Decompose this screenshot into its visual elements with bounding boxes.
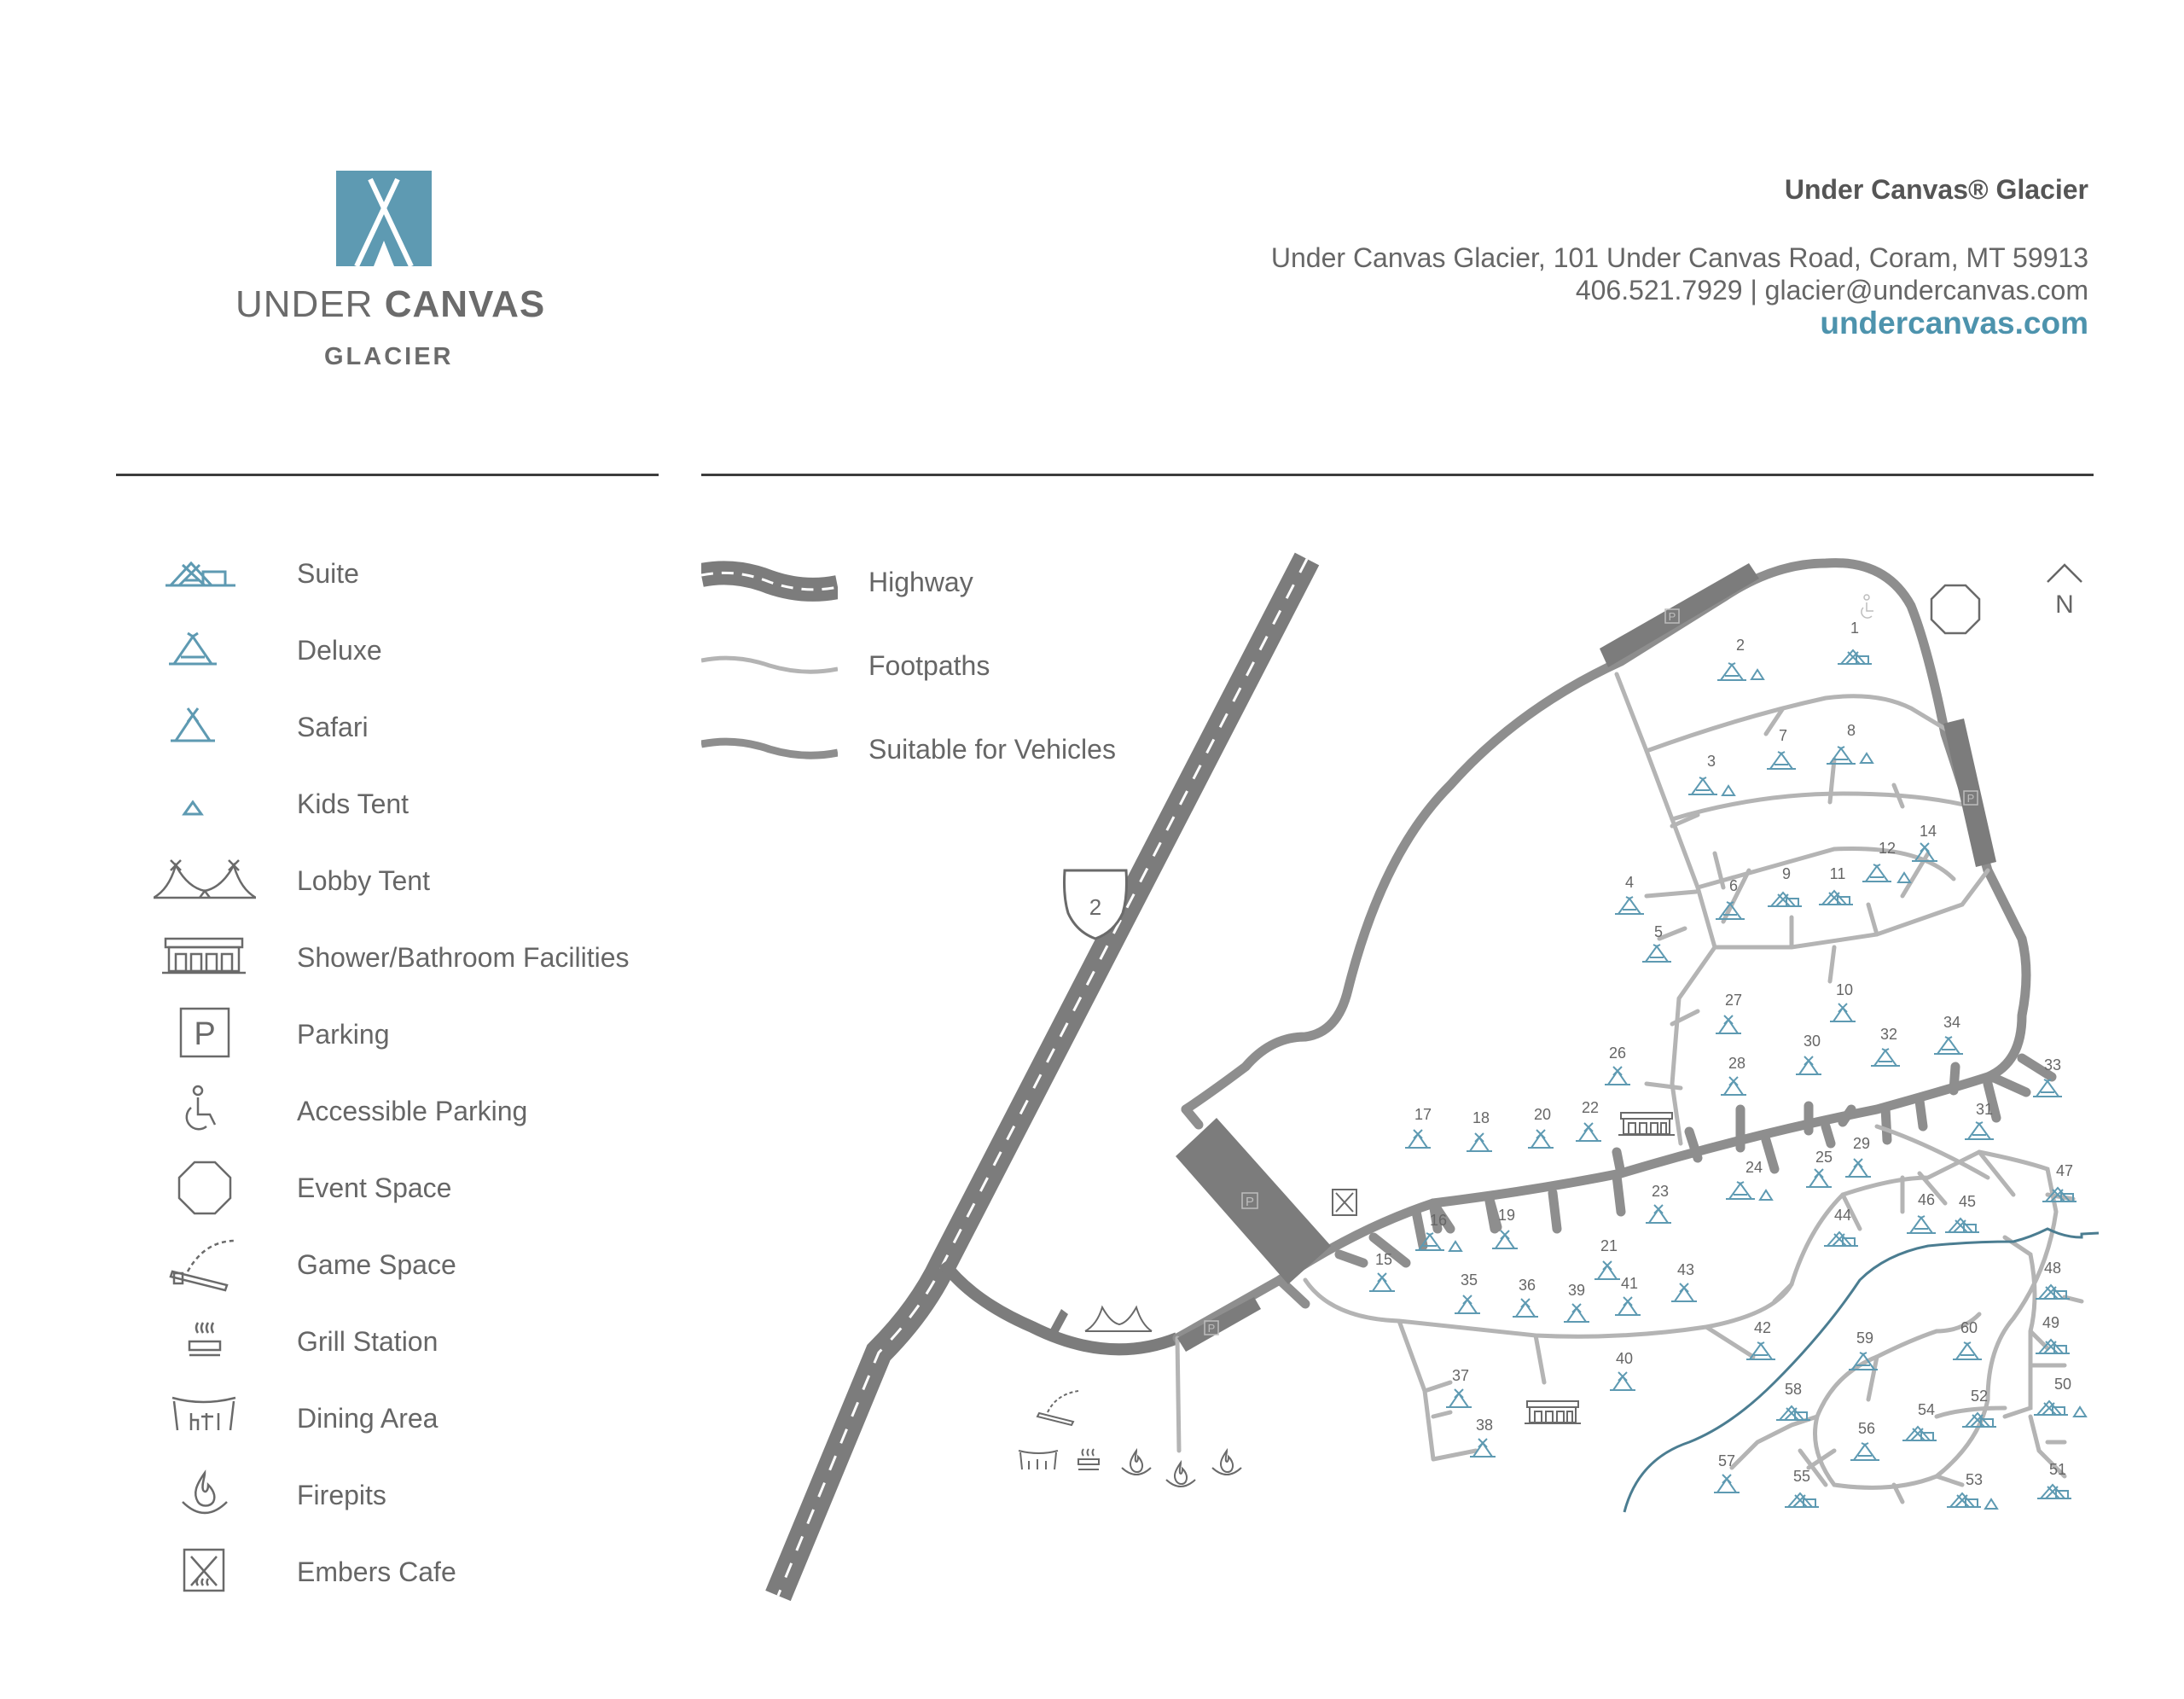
highway-number: 2 (1089, 894, 1102, 920)
legend-divider (116, 474, 659, 476)
under-canvas-logo-icon (336, 171, 432, 266)
svg-text:7: 7 (1778, 727, 1788, 744)
svg-text:49: 49 (2042, 1314, 2060, 1331)
safari-tent-icon (1845, 1159, 1871, 1177)
legend-item-lobby-tent (154, 853, 665, 908)
suite-tent-icon (1902, 1427, 1937, 1440)
svg-text:22: 22 (1581, 1099, 1600, 1116)
svg-text:17: 17 (1414, 1106, 1432, 1123)
legend-label: Accessible Parking (297, 1096, 528, 1126)
road-legend-label: Highway (868, 567, 973, 597)
parking-markers (1205, 609, 1978, 1335)
legend-label: Parking (297, 1019, 390, 1050)
contact-block (1271, 174, 2088, 340)
game-space-icon (154, 1237, 256, 1292)
safari-tent-icon (1721, 1077, 1746, 1095)
svg-text:38: 38 (1475, 1417, 1494, 1434)
contact-title: Under Canvas® Glacier (1784, 174, 2088, 205)
dining-icon (1019, 1451, 1058, 1469)
svg-text:50: 50 (2053, 1376, 2072, 1393)
svg-text:29: 29 (1852, 1135, 1871, 1152)
accessible-parking-icon (154, 1084, 256, 1138)
legend-item-safari (154, 700, 665, 754)
svg-text:27: 27 (1724, 992, 1743, 1009)
svg-text:34: 34 (1943, 1014, 1961, 1031)
firepit-icon (1166, 1463, 1195, 1487)
svg-text:12: 12 (1878, 840, 1896, 857)
svg-text:15: 15 (1374, 1251, 1393, 1268)
svg-text:6: 6 (1728, 877, 1739, 894)
svg-text:31: 31 (1975, 1101, 1994, 1118)
kids-tent-icon (1861, 753, 1873, 763)
safari-tent-icon (1405, 1130, 1431, 1148)
lobby-tent-icon (154, 853, 256, 908)
legend-item-shower (154, 930, 665, 985)
parking-marker-letter: P (1245, 1195, 1255, 1209)
svg-text:53: 53 (1965, 1471, 1984, 1488)
safari-tent-icon (1714, 1475, 1740, 1492)
legend-item-embers-cafe (154, 1545, 665, 1599)
svg-text:28: 28 (1728, 1055, 1746, 1072)
north-arrow-icon (2048, 565, 2082, 619)
svg-text:3: 3 (1706, 753, 1716, 770)
svg-text:24: 24 (1745, 1159, 1763, 1176)
kids-tent-icon (1449, 1242, 1461, 1251)
parking-lot (1177, 1297, 1261, 1352)
svg-text:48: 48 (2043, 1260, 2062, 1277)
svg-text:40: 40 (1615, 1350, 1634, 1367)
suite-tent-icon (154, 546, 256, 601)
deluxe-tent-icon (1871, 1049, 1900, 1066)
svg-text:39: 39 (1567, 1282, 1586, 1299)
suite-tent-icon (1768, 893, 1802, 906)
dining-icon (154, 1391, 256, 1446)
firepit-icon (1122, 1451, 1151, 1475)
legend-label: Lobby Tent (297, 865, 430, 896)
legend-label: Grill Station (297, 1326, 439, 1357)
parking-marker-letter: P (1966, 792, 1975, 805)
legend-item-parking (154, 1007, 665, 1062)
legend-label: Shower/Bathroom Facilities (297, 942, 630, 973)
cafe-icon (1333, 1190, 1356, 1215)
legend-item-accessible-parking (154, 1084, 665, 1138)
shower-building-icon (1525, 1401, 1581, 1423)
svg-text:36: 36 (1518, 1277, 1536, 1294)
brand-location: GLACIER (324, 343, 454, 370)
svg-text:35: 35 (1460, 1271, 1478, 1289)
svg-text:43: 43 (1676, 1261, 1695, 1278)
svg-text:1: 1 (1850, 620, 1860, 637)
svg-text:19: 19 (1497, 1207, 1516, 1224)
suite-tent-icon (1945, 1219, 1979, 1232)
safari-tent-icon (1671, 1283, 1697, 1301)
deluxe-tent-icon (1746, 1342, 1775, 1359)
legend-item-grill-station (154, 1314, 665, 1369)
svg-text:21: 21 (1600, 1237, 1618, 1254)
svg-text:16: 16 (1429, 1212, 1448, 1229)
legend-item-dining-area (154, 1391, 665, 1446)
safari-tent-icon (1369, 1273, 1395, 1291)
contact-phone-email[interactable]: 406.521.7929 | glacier@undercanvas.com (1575, 275, 2088, 305)
svg-text:59: 59 (1856, 1330, 1874, 1347)
kids-tent-icon (1722, 786, 1734, 795)
safari-tent-icon (1716, 1015, 1741, 1033)
parking-marker-letter: P (1668, 610, 1676, 623)
kids-tent-icon (1760, 1190, 1772, 1200)
kids-tent-icon (154, 777, 256, 831)
kids-tent-icon (1751, 670, 1763, 679)
safari-tent-icon (1576, 1123, 1601, 1141)
legend-label: Game Space (297, 1249, 456, 1280)
firepit-icon (154, 1468, 256, 1522)
firepit-icon (1212, 1451, 1241, 1475)
svg-text:54: 54 (1917, 1401, 1936, 1418)
road-legend-label: Suitable for Vehicles (868, 734, 1116, 765)
brand-name-bold: CANVAS (384, 283, 546, 325)
legend-item-kids-tent (154, 777, 665, 831)
svg-text:45: 45 (1958, 1193, 1977, 1210)
kids-tent-icon (1985, 1499, 1997, 1509)
deluxe-tent-icon (1717, 663, 1746, 680)
brand-name-light: UNDER (235, 283, 385, 325)
svg-text:2: 2 (1735, 637, 1745, 654)
svg-text:60: 60 (1960, 1319, 1978, 1336)
shower-building-icon (1618, 1113, 1675, 1135)
accessible-parking-icon (1862, 595, 1873, 618)
safari-tent-icon (1513, 1299, 1538, 1317)
svg-text:37: 37 (1451, 1367, 1470, 1384)
suite-tent-icon (1785, 1493, 1819, 1507)
svg-text:32: 32 (1879, 1026, 1898, 1043)
deluxe-tent-icon (1767, 752, 1796, 769)
legend-item-event-space (154, 1161, 665, 1215)
svg-text:41: 41 (1620, 1275, 1639, 1292)
parking-icon-letter: P (194, 1016, 216, 1052)
safari-tent-icon (1528, 1130, 1554, 1148)
deluxe-tent-icon (1688, 777, 1717, 794)
deluxe-tent-icon (1827, 747, 1856, 764)
deluxe-tent-icon (154, 623, 256, 678)
kids-tent-icon (2074, 1407, 2086, 1417)
website-link[interactable]: undercanvas.com (1820, 305, 2088, 340)
legend-label: Embers Cafe (297, 1556, 456, 1587)
legend-item-suite (154, 546, 665, 601)
safari-tent-icon (1455, 1295, 1480, 1313)
legend-item-deluxe (154, 623, 665, 678)
suite-tent-icon (1947, 1493, 1981, 1507)
safari-tent-icon (1806, 1169, 1832, 1187)
suite-tent-icon (1838, 650, 1872, 664)
deluxe-tent-icon (1615, 897, 1644, 914)
svg-text:44: 44 (1833, 1207, 1852, 1224)
suite-tent-icon (1824, 1232, 1858, 1246)
svg-text:5: 5 (1653, 923, 1664, 940)
deluxe-tent-icon (2033, 1079, 2062, 1097)
safari-tent-icon (1470, 1439, 1496, 1457)
svg-text:20: 20 (1533, 1106, 1552, 1123)
deluxe-tent-icon (1965, 1122, 1994, 1139)
grill-icon (154, 1314, 256, 1369)
safari-tent-icon (1467, 1133, 1492, 1151)
svg-text:30: 30 (1803, 1033, 1821, 1050)
svg-text:4: 4 (1624, 874, 1635, 891)
svg-text:33: 33 (2043, 1056, 2062, 1074)
svg-text:42: 42 (1753, 1319, 1772, 1336)
deluxe-tent-icon (1642, 945, 1671, 962)
event-space-icon (1931, 585, 1979, 633)
parking-lots (1049, 563, 1996, 1352)
legend-label: Deluxe (297, 635, 382, 666)
parking-icon (154, 1007, 256, 1062)
safari-tent-icon (154, 700, 256, 754)
legend-item-game-space (154, 1237, 665, 1292)
svg-text:23: 23 (1651, 1183, 1670, 1200)
legend-item-firepits (154, 1468, 665, 1522)
octagon-icon (154, 1161, 256, 1215)
deluxe-tent-icon (1934, 1037, 1963, 1054)
game-space-icon (1037, 1391, 1078, 1425)
svg-text:46: 46 (1917, 1191, 1936, 1208)
legend-label: Kids Tent (297, 788, 410, 819)
legend-label: Event Space (297, 1172, 452, 1203)
parking-marker-letter: P (1207, 1322, 1216, 1335)
suite-tent-icon (2034, 1401, 2068, 1415)
safari-tent-icon (1446, 1389, 1472, 1407)
north-label: N (2055, 591, 2074, 619)
legend-label: Firepits (297, 1480, 386, 1510)
svg-text:9: 9 (1781, 865, 1792, 882)
legend-label: Dining Area (297, 1403, 439, 1434)
safari-tent-icon (1615, 1297, 1641, 1315)
svg-text:18: 18 (1472, 1109, 1490, 1126)
campground-map (742, 546, 2107, 1604)
suite-tent-icon (1819, 891, 1853, 905)
safari-tent-icon (1610, 1372, 1635, 1390)
svg-text:55: 55 (1792, 1468, 1811, 1485)
shower-building-icon (154, 930, 256, 985)
svg-text:47: 47 (2055, 1162, 2074, 1179)
deluxe-tent-icon (1726, 1182, 1755, 1199)
svg-text:58: 58 (1784, 1381, 1803, 1398)
lobby-tent-icon (1085, 1307, 1152, 1331)
deluxe-tent-icon (1862, 864, 1891, 882)
svg-text:52: 52 (1970, 1388, 1989, 1405)
safari-tent-icon (1605, 1067, 1630, 1085)
deluxe-tent-icon (1907, 1216, 1936, 1233)
svg-text:26: 26 (1608, 1044, 1627, 1062)
svg-text:51: 51 (2048, 1461, 2067, 1478)
safari-tent-icon (1830, 1004, 1856, 1021)
svg-text:8: 8 (1846, 722, 1856, 739)
contact-address: Under Canvas Glacier, 101 Under Canvas Road, Coram, MT 59913 (1270, 242, 2088, 273)
svg-text:57: 57 (1717, 1452, 1736, 1469)
safari-tent-icon (1594, 1261, 1620, 1279)
deluxe-tent-icon (1953, 1342, 1982, 1359)
svg-text:11: 11 (1829, 865, 1846, 882)
cafe-icon (154, 1545, 256, 1599)
svg-text:14: 14 (1919, 823, 1937, 840)
safari-tent-icon (1646, 1205, 1671, 1223)
suite-tent-icon (1776, 1406, 1810, 1420)
svg-text:56: 56 (1857, 1420, 1876, 1437)
brand-name (235, 283, 545, 326)
safari-tent-icon (1796, 1056, 1821, 1074)
svg-text:25: 25 (1815, 1149, 1833, 1166)
suite-tent-icon (2037, 1485, 2071, 1498)
svg-text:10: 10 (1835, 981, 1854, 998)
grill-icon (1078, 1449, 1099, 1469)
legend-label: Safari (297, 712, 369, 742)
deluxe-tent-icon (1850, 1443, 1879, 1460)
legend-label: Suite (297, 558, 359, 589)
road-legend-label: Footpaths (868, 650, 990, 681)
safari-tent-icon (1564, 1304, 1589, 1322)
kids-tent-icon (1898, 873, 1910, 882)
map-divider (701, 474, 2094, 476)
